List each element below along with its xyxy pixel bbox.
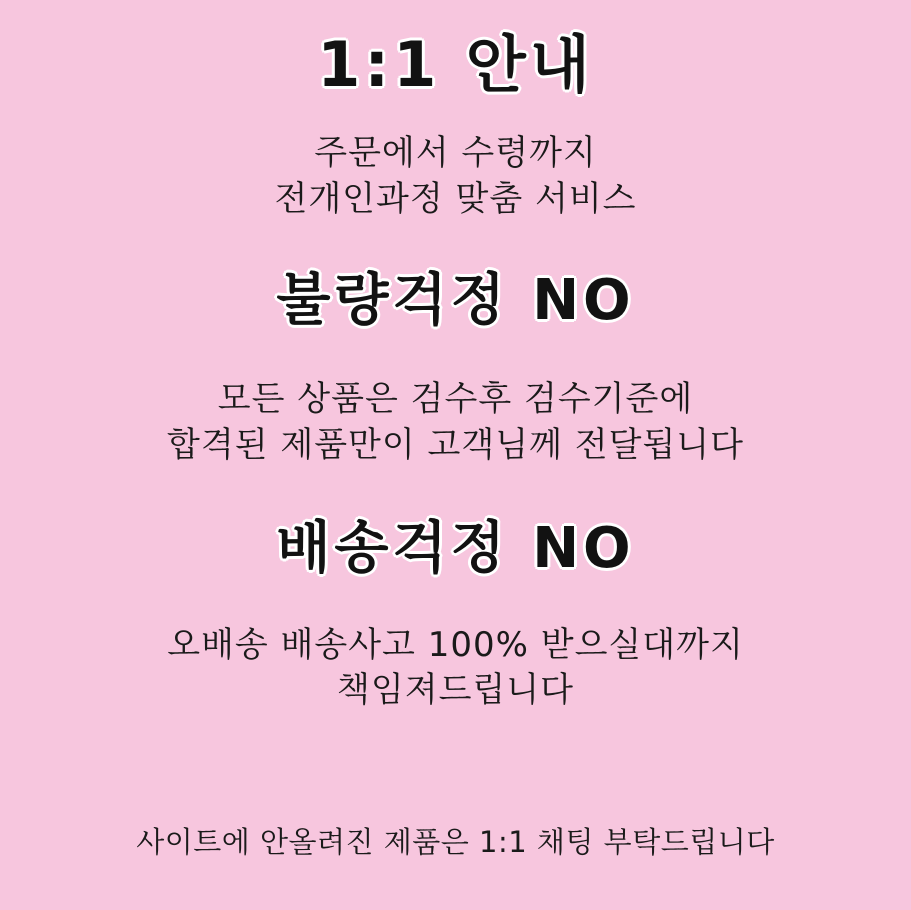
intro-text — [274, 131, 636, 222]
section-one-line-1: 모든 상품은 검수후 검수기준에 — [217, 378, 694, 419]
intro-line-2: 전개인과정 맞춤 서비스 — [274, 178, 637, 219]
section-one-heading: 불량걱정 NO — [276, 268, 635, 334]
footer-note: 사이트에 안올려진 제품은 1:1 채팅 부탁드립니다 — [136, 825, 775, 860]
section-one-line-2: 합격된 제품만이 고객님께 전달됩니다 — [167, 424, 744, 465]
section-one-text — [167, 377, 744, 468]
section-two-line-1: 오배송 배송사고 100% 받으실대까지 — [167, 624, 744, 665]
section-two-heading: 배송걱정 NO — [276, 516, 635, 582]
section-two-line-2: 책임져드립니다 — [337, 670, 574, 711]
intro-line-1: 주문에서 수령까지 — [314, 133, 597, 174]
section-two-text — [167, 623, 744, 714]
page-title: 1:1 안내 — [317, 28, 594, 101]
